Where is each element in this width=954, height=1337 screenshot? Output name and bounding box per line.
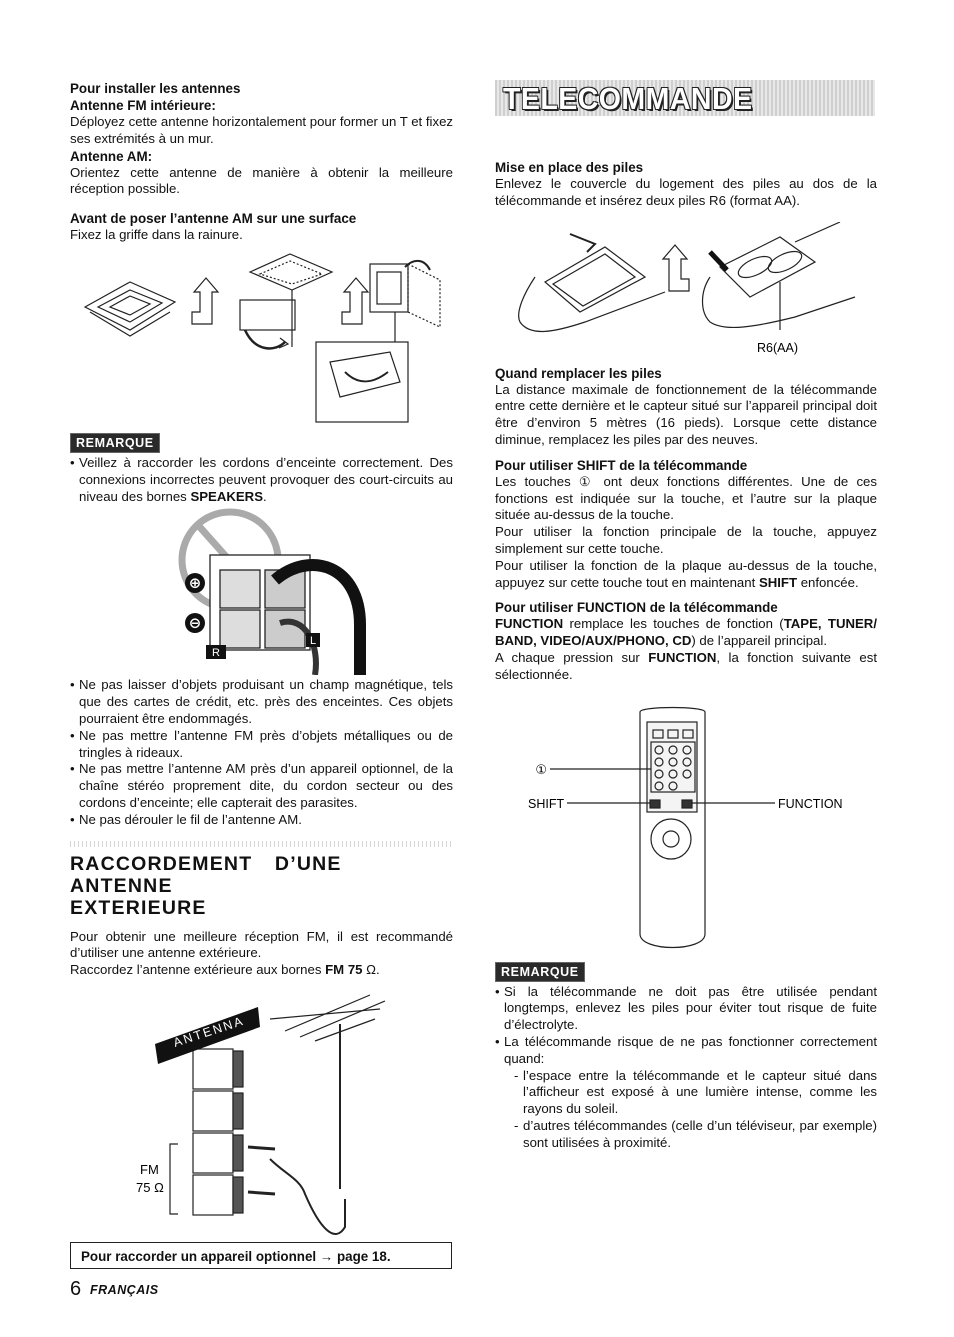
external-antenna-heading-line2: EXTERIEURE [70,896,207,919]
replace-batteries-text: La distance maximale de fonctionnement de la télécommande entre cette dernière et le capteur situé sur l’appareil principal doit être d’environ 5 mètres (16 pieds). Lorsque cette distance diminue, remplacez les piles par des neuves. [495,381,877,447]
callout-1-label: ① [535,762,547,778]
remote-subnotes [504,1068,877,1152]
left-column [70,80,453,1244]
antenna-label: ANTENNA [171,1013,247,1050]
minus-terminal-icon: ⊖ [188,614,202,633]
install-antennas-heading: Pour installer les antennes [70,81,241,96]
shift-text-3: Pour utiliser la fonction de la plaque au-dessus de la touche, appuyez sur cette touche tout en maintenant SHIFT enfoncée. [495,557,877,590]
speaker-terminal-illustration [70,505,453,675]
remarque-badge: REMARQUE [70,433,160,453]
fm-terminal-label: FM [140,1161,159,1177]
external-antenna-text: Pour obtenir une meilleure réception FM, il est recommandé d’utiliser une antenne extérieure. [70,928,453,961]
battery-illustration [495,222,877,367]
right-column [495,80,877,1152]
ohm-terminal-label: 75 Ω [136,1179,164,1195]
shift-text-2: Pour utiliser la fonction principale de la touche, appuyez simplement sur cette touche. [495,524,877,556]
banner-title: TELECOMMANDE [503,81,753,116]
remote-illustration [495,704,877,954]
function-text-2: A chaque pression sur FUNCTION, la fonction suivante est sélectionnée. [495,649,877,682]
warning-item: • Ne pas mettre l’antenne AM près d’un appareil optionnel, de la chaîne stéréo proprement dite, du cordon secteur ou des cordons d’enceinte; elle capterait des parasites. [70,761,453,811]
plus-terminal-icon: ⊕ [188,574,202,593]
remote-subnote: - d’autres télécommandes (celle d’un téléviseur, par exemple) sont utilisées à proximité. [514,1118,877,1152]
remote-note: • Si la télécommande ne doit pas être utilisée pendant longtemps, enlevez les piles pour éviter tout risque de fuite d’électrolyte. [495,984,877,1034]
telecommande-banner [495,80,875,116]
remote-note: • La télécommande risque de ne pas fonctionner correctement quand: - l’espace entre la télécommande et le capteur situé dans l’afficheur est exposé à une lumière intense, comme les rayons du soleil. - d’autres télécommandes (celle d’un téléviseur, par exemple) sont utilisées à proximité. [495,1034,877,1152]
warning-item: • Ne pas mettre l’antenne FM près d’objets métalliques ou de tringles à rideaux. [70,728,453,762]
warning-item: • Ne pas laisser d’objets produisant un champ magnétique, tels que des cartes de crédit, etc. près des enceintes. Ces objets pourraient être endommagés. [70,677,453,727]
shift-heading: Pour utiliser SHIFT de la télécommande [495,457,748,473]
speaker-r-label: R [212,647,220,660]
am-antenna-text: Orientez cette antenne de manière à obtenir la meilleure réception possible. [70,164,453,197]
fm-antenna-text: Déployez cette antenne horizontalement pour former un T et fixez ses extrémités à un mur. [70,114,453,146]
outdoor-antenna-illustration [70,989,453,1244]
external-antenna-connect-text: Raccordez l’antenne extérieure aux bornes FM 75 Ω. [70,962,380,978]
batteries-text: Enlevez le couvercle du logement des piles au dos de la télécommande et insérez deux piles R6 (format AA). [495,176,877,208]
am-surface-text: Fixez la griffe dans la rainure. [70,227,243,243]
shift-text-1: Les touches ① ont deux fonctions différentes. Une de ces fonctions est indiquée sur la touche, et l’autre sur la plaque située au-dessus de la touche. [495,473,877,523]
remote-subnote: - l’espace entre la télécommande et le capteur situé dans l’afficheur est exposé à une lumière intense, comme les rayons du soleil. [514,1068,877,1118]
function-text-1: FUNCTION remplace les touches de fonction (TAPE, TUNER/ BAND, VIDEO/AUX/PHONO, CD) de l’appareil principal. [495,616,877,649]
fm-antenna-heading: Antenne FM intérieure: [70,98,216,113]
warning-item: • Ne pas dérouler le fil de l’antenne AM. [70,812,453,829]
shift-callout: SHIFT [528,796,565,811]
function-heading: Pour utiliser FUNCTION de la télécommande [495,600,778,616]
remote-notes [495,984,877,1152]
section-divider [70,841,453,847]
external-antenna-heading: RACCORDEMENT D’UNE ANTENNE [70,852,342,897]
speaker-note-list [70,455,453,505]
page-language: FRANÇAIS [90,1283,159,1297]
warning-list [70,677,453,828]
am-surface-heading: Avant de poser l’antenne AM sur une surface [70,211,357,227]
speaker-l-label: L [309,635,317,648]
optional-device-reference: Pour raccorder un appareil optionnel → page 18. [70,1242,452,1269]
speaker-note: • Veillez à raccorder les cordons d’enceinte correctement. Des connexions incorrectes peuvent provoquer des court-circuits au niveau des bornes SPEAKERS. [70,455,453,505]
r6-label: R6(AA) [757,340,798,355]
am-antenna-illustration [70,252,453,427]
batteries-heading: Mise en place des piles [495,160,644,175]
remarque-badge-right: REMARQUE [495,962,585,982]
function-callout: FUNCTION [778,796,843,811]
am-antenna-heading: Antenne AM: [70,148,153,164]
replace-batteries-heading: Quand remplacer les piles [495,365,662,381]
page-number: 6 [70,1278,82,1300]
